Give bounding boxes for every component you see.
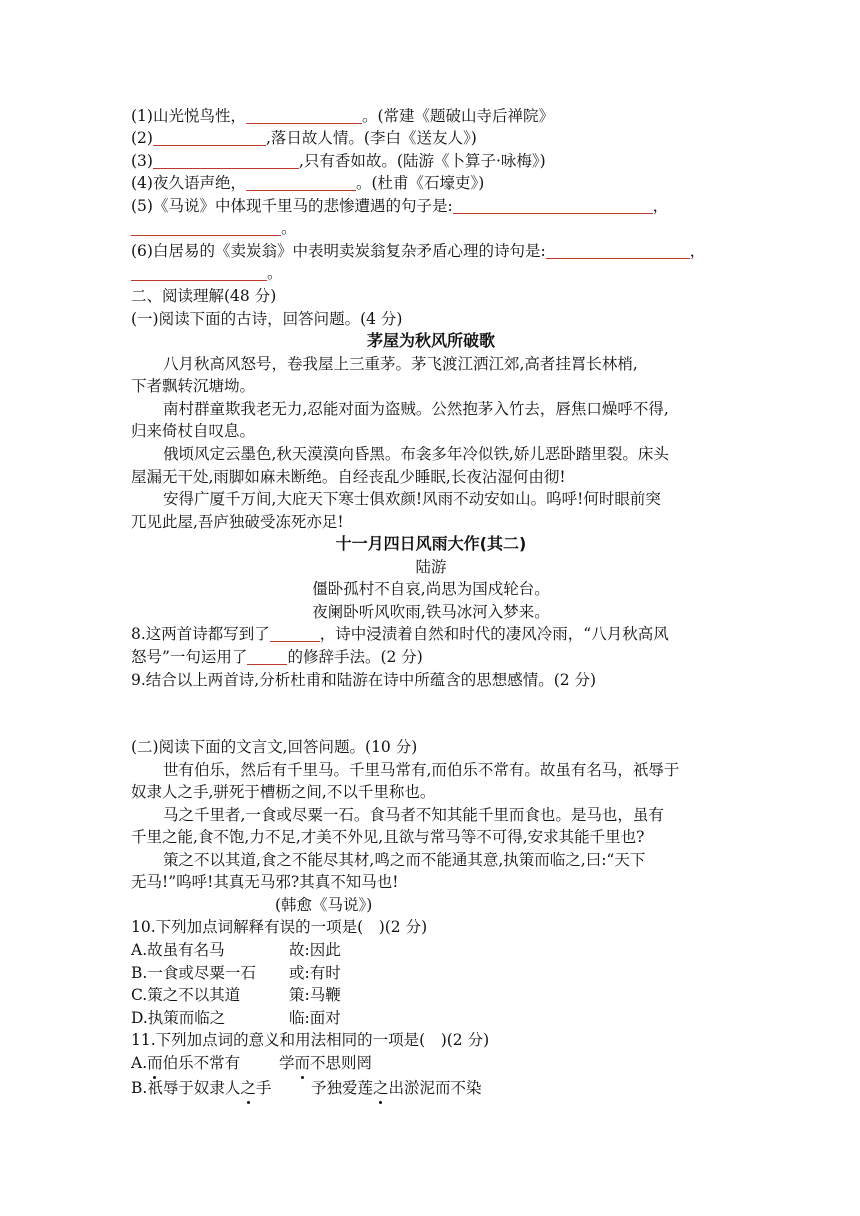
answer-blank[interactable] [246, 175, 356, 191]
q11-option-a[interactable] [131, 1052, 372, 1074]
dotted-word: 之 [240, 1079, 256, 1097]
option-gloss: 或:有时 [289, 964, 341, 982]
part2-intro: (二)阅读下面的文言文,回答问题。(10 分) [131, 738, 418, 756]
option-rest: 予独爱莲 [311, 1079, 374, 1097]
q3-prefix: (3) [131, 152, 153, 170]
option-gloss: 策:马鞭 [289, 986, 341, 1004]
option-gloss: 故:因此 [289, 941, 341, 959]
fill-in-q4 [131, 172, 484, 194]
question-11: 11.下列加点词的意义和用法相同的一项是( )(2 分) [131, 1031, 490, 1049]
answer-blank[interactable] [246, 108, 362, 124]
q8-text: 的修辞手法。(2 分) [287, 648, 423, 666]
option-text: D.执策而临之 [131, 1009, 226, 1027]
q5-suffix: 。 [281, 219, 297, 237]
prose-line: 千里之能,食不饱,力不足,才美不外见,且欲与常马等不可得,安求其能千里也? [131, 828, 645, 846]
answer-blank[interactable] [131, 220, 281, 236]
poem1-line: 归来倚杖自叹息。 [131, 422, 256, 440]
answer-blank[interactable] [247, 649, 287, 665]
prose-line: 无马!”呜呼!其真无马邪?其真不知马也! [131, 873, 399, 891]
question-9: 9.结合以上两首诗,分析杜甫和陆游在诗中所蕴含的思想感情。(2 分) [131, 671, 597, 689]
fill-in-q6 [131, 240, 705, 262]
option-rest: 出淤泥而不染 [388, 1079, 482, 1097]
option-text: A.故虽有名马 [131, 941, 225, 959]
fill-in-q2 [131, 127, 477, 149]
poem1-line: 屋漏无干处,雨脚如麻未断绝。自经丧乱少睡眠,长夜沾湿何由彻! [131, 468, 566, 486]
option-text: B.一食或尽粟一石 [131, 964, 256, 982]
poem1-line: 俄顷风定云墨色,秋天漠漠向昏黑。布衾多年冷似铁,娇儿恶卧踏里裂。床头 [163, 445, 669, 463]
poem1-line: 兀见此屋,吾庐独破受冻死亦足! [131, 513, 344, 531]
prose-line: 奴隶人之手,骈死于槽枥之间,不以千里称也。 [131, 783, 436, 801]
option-rest: 手 [255, 1079, 272, 1097]
poem2-line: 夜阑卧听风吹雨,铁马冰河入梦来。 [312, 603, 550, 621]
q1-suffix: 。(常建《题破山寺后禅院》 [361, 107, 555, 125]
poem1-line: 八月秋高风怒号，卷我屋上三重茅。茅飞渡江洒江郊,高者挂罥长林梢, [163, 355, 638, 373]
q8-text: ，诗中浸渍着自然和时代的凄风冷雨，“八月秋高风 [319, 625, 669, 643]
fill-in-q5-cont [131, 217, 297, 239]
poem1-title: 茅屋为秋风所破歌 [366, 331, 495, 350]
dotted-word: 之 [373, 1079, 389, 1097]
prose-line: 世有伯乐，然后有千里马。千里马常有,而伯乐不常有。故虽有名马，祇辱于 [163, 761, 680, 779]
option-rest: 不思则罔 [310, 1054, 373, 1072]
question-8-cont [131, 646, 423, 668]
prose-line: 马之千里者,一食或尽粟一石。食马者不知其能千里而食也。是马也，虽有 [163, 806, 664, 824]
poem2-line: 僵卧孤村不自哀,尚思为国戍轮台。 [312, 580, 550, 598]
option-text: C.策之不以其道 [131, 986, 241, 1004]
dotted-word: 而 [294, 1054, 311, 1072]
q5-prefix: (5)《马说》中体现千里马的悲惨遭遇的句子是: [131, 197, 453, 215]
fill-in-q5 [131, 195, 668, 217]
option-text [131, 1052, 279, 1074]
answer-blank[interactable] [131, 265, 267, 281]
poem2-title: 十一月四日风雨大作(其二) [335, 534, 527, 553]
q10-option-a[interactable] [131, 939, 341, 961]
q5-comma: ， [652, 197, 669, 215]
question-8 [131, 623, 669, 645]
q11-option-b[interactable] [131, 1077, 482, 1099]
answer-blank[interactable] [546, 243, 690, 259]
q6-suffix: 。 [267, 264, 283, 282]
prose-line: 策之不以其道,食之不能尽其材,鸣之而不能通其意,执策而临之,曰:“天下 [163, 851, 646, 869]
section-heading: 二、阅读理解(48 分) [131, 287, 277, 305]
question-10: 10.下列加点词解释有误的一项是( )(2 分) [131, 918, 428, 936]
poem1-line: 下者飘转沉塘坳。 [131, 377, 256, 395]
q2-prefix: (2) [131, 129, 153, 147]
q4-suffix: 。(杜甫《石壕吏》) [355, 174, 485, 192]
q6-comma: ， [689, 242, 706, 260]
dotted-word: 而 [147, 1054, 163, 1072]
option-gloss: 临:面对 [289, 1009, 341, 1027]
q2-suffix: ,落日故人情。(李白《送友人》) [265, 129, 477, 147]
q10-option-b[interactable] [131, 962, 341, 984]
q8-text: 8.这两首诗都写到了 [131, 625, 270, 643]
q6-prefix: (6)白居易的《卖炭翁》中表明卖炭翁复杂矛盾心理的诗句是: [131, 242, 546, 260]
q10-option-d[interactable] [131, 1007, 341, 1029]
q4-prefix: (4)夜久语声绝， [131, 174, 246, 192]
poem2-author: 陆游 [415, 558, 447, 576]
q3-suffix: ,只有香如故。(陆游《卜算子·咏梅》) [298, 152, 546, 170]
part1-intro: (一)阅读下面的古诗，回答问题。(4 分) [131, 310, 403, 328]
q1-prefix: (1)山光悦鸟性， [131, 107, 246, 125]
answer-blank[interactable] [153, 130, 266, 146]
option-rest: 学 [279, 1054, 295, 1072]
option-text [131, 1077, 311, 1099]
option-letter: B.祇辱于奴隶人 [131, 1079, 241, 1097]
prose-source: (韩愈《马说》) [275, 896, 373, 914]
answer-blank[interactable] [453, 198, 653, 214]
option-rest: 伯乐不常有 [162, 1054, 241, 1072]
poem1-line: 南村群童欺我老无力,忍能对面为盗贼。公然抱茅入竹去，唇焦口燥呼不得, [163, 400, 669, 418]
answer-blank[interactable] [153, 153, 299, 169]
poem1-line: 安得广厦千万间,大庇天下寒士俱欢颜!风雨不动安如山。呜呼!何时眼前突 [163, 490, 661, 508]
q10-option-c[interactable] [131, 984, 341, 1006]
answer-blank[interactable] [270, 626, 320, 642]
option-letter: A. [131, 1054, 148, 1072]
q8-text: 怒号”一句运用了 [131, 648, 248, 666]
fill-in-q1 [131, 105, 554, 127]
fill-in-q3 [131, 150, 546, 172]
fill-in-q6-cont [131, 262, 283, 284]
